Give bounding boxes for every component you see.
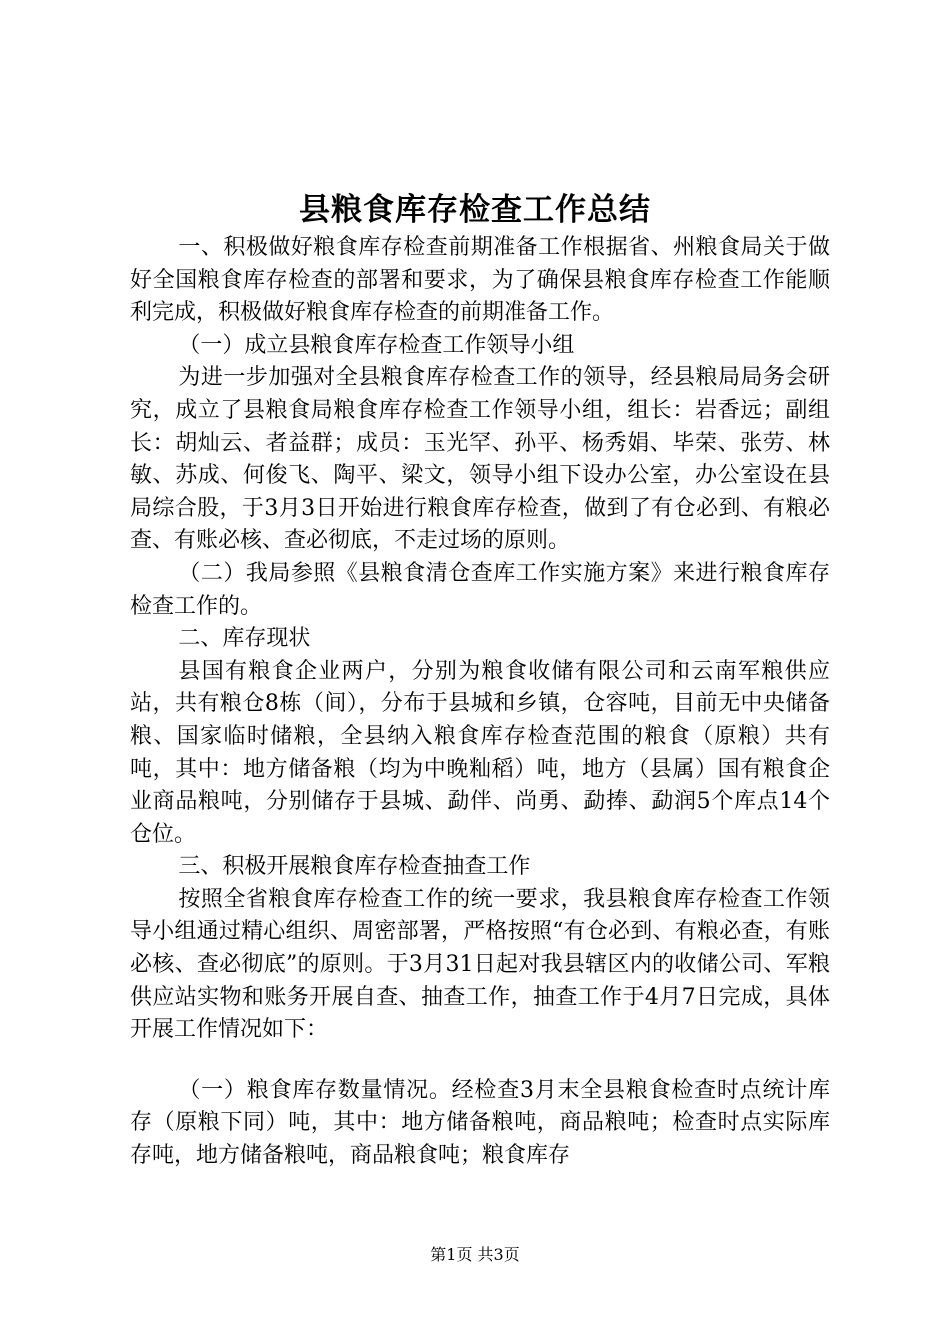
paragraph: 按照全省粮食库存检查工作的统一要求，我县粮食库存检查工作领导小组通过精心组织、周密部署，严格按照“有仓必到、有粮必查，有账必核、查必彻底”的原则。于3月31日起对我县辖区内的收储公司、军粮供应站实物和账务开展自查、抽查工作，抽查工作于4月7日完成，具体开展工作情况如下： [130, 886, 830, 1043]
paragraph: 为进一步加强对全县粮食库存检查工作的领导，经县粮局局务会研究，成立了县粮食局粮食库存检查工作领导小组，组长：岩香远；副组长：胡灿云、者益群；成员：玉光罕、孙平、杨秀娟、毕荣、张劳、林敏、苏成、何俊飞、陶平、梁文，领导小组下设办公室，办公室设在县局综合股，于3月3日开始进行粮食库存检查，做到了有仓必到、有粮必查、有账必核、查必彻底，不走过场的原则。 [130, 365, 830, 554]
paragraph: （一）粮食库存数量情况。经检查3月末全县粮食检查时点统计库存（原粮下同）吨，其中：地方储备粮吨，商品粮吨；检查时点实际库存吨，地方储备粮吨，商品粮食吨；粮食库存 [130, 1077, 830, 1169]
paragraph: 县国有粮食企业两户，分别为粮食收储有限公司和云南军粮供应站，共有粮仓8栋（间），分布于县城和乡镇，仓容吨，目前无中央储备粮、国家临时储粮，全县纳入粮食库存检查范围的粮食（原粮）共有吨，其中：地方储备粮（均为中晚籼稻）吨，地方（县属）国有粮食企业商品粮吨，分别储存于县城、勐伴、尚勇、勐捧、勐润5个库点14个仓位。 [130, 658, 830, 847]
page-footer: 第1页 共3页 [430, 1245, 520, 1264]
paragraph: （一）成立县粮食库存检查工作领导小组 [178, 332, 575, 358]
section-heading: 三、积极开展粮食库存检查抽查工作 [178, 854, 531, 880]
section-heading: 二、库存现状 [178, 626, 311, 652]
document-title: 县粮食库存检查工作总结 [299, 192, 651, 228]
paragraph: 一、积极做好粮食库存检查前期准备工作根据省、州粮食局关于做好全国粮食库存检查的部署和要求，为了确保县粮食库存检查工作能顺利完成，积极做好粮食库存检查的前期准备工作。 [130, 235, 830, 326]
document-body [130, 232, 830, 1173]
paragraph: （二）我局参照《县粮食清仓查库工作实施方案》来进行粮食库存检查工作的。 [130, 560, 830, 619]
